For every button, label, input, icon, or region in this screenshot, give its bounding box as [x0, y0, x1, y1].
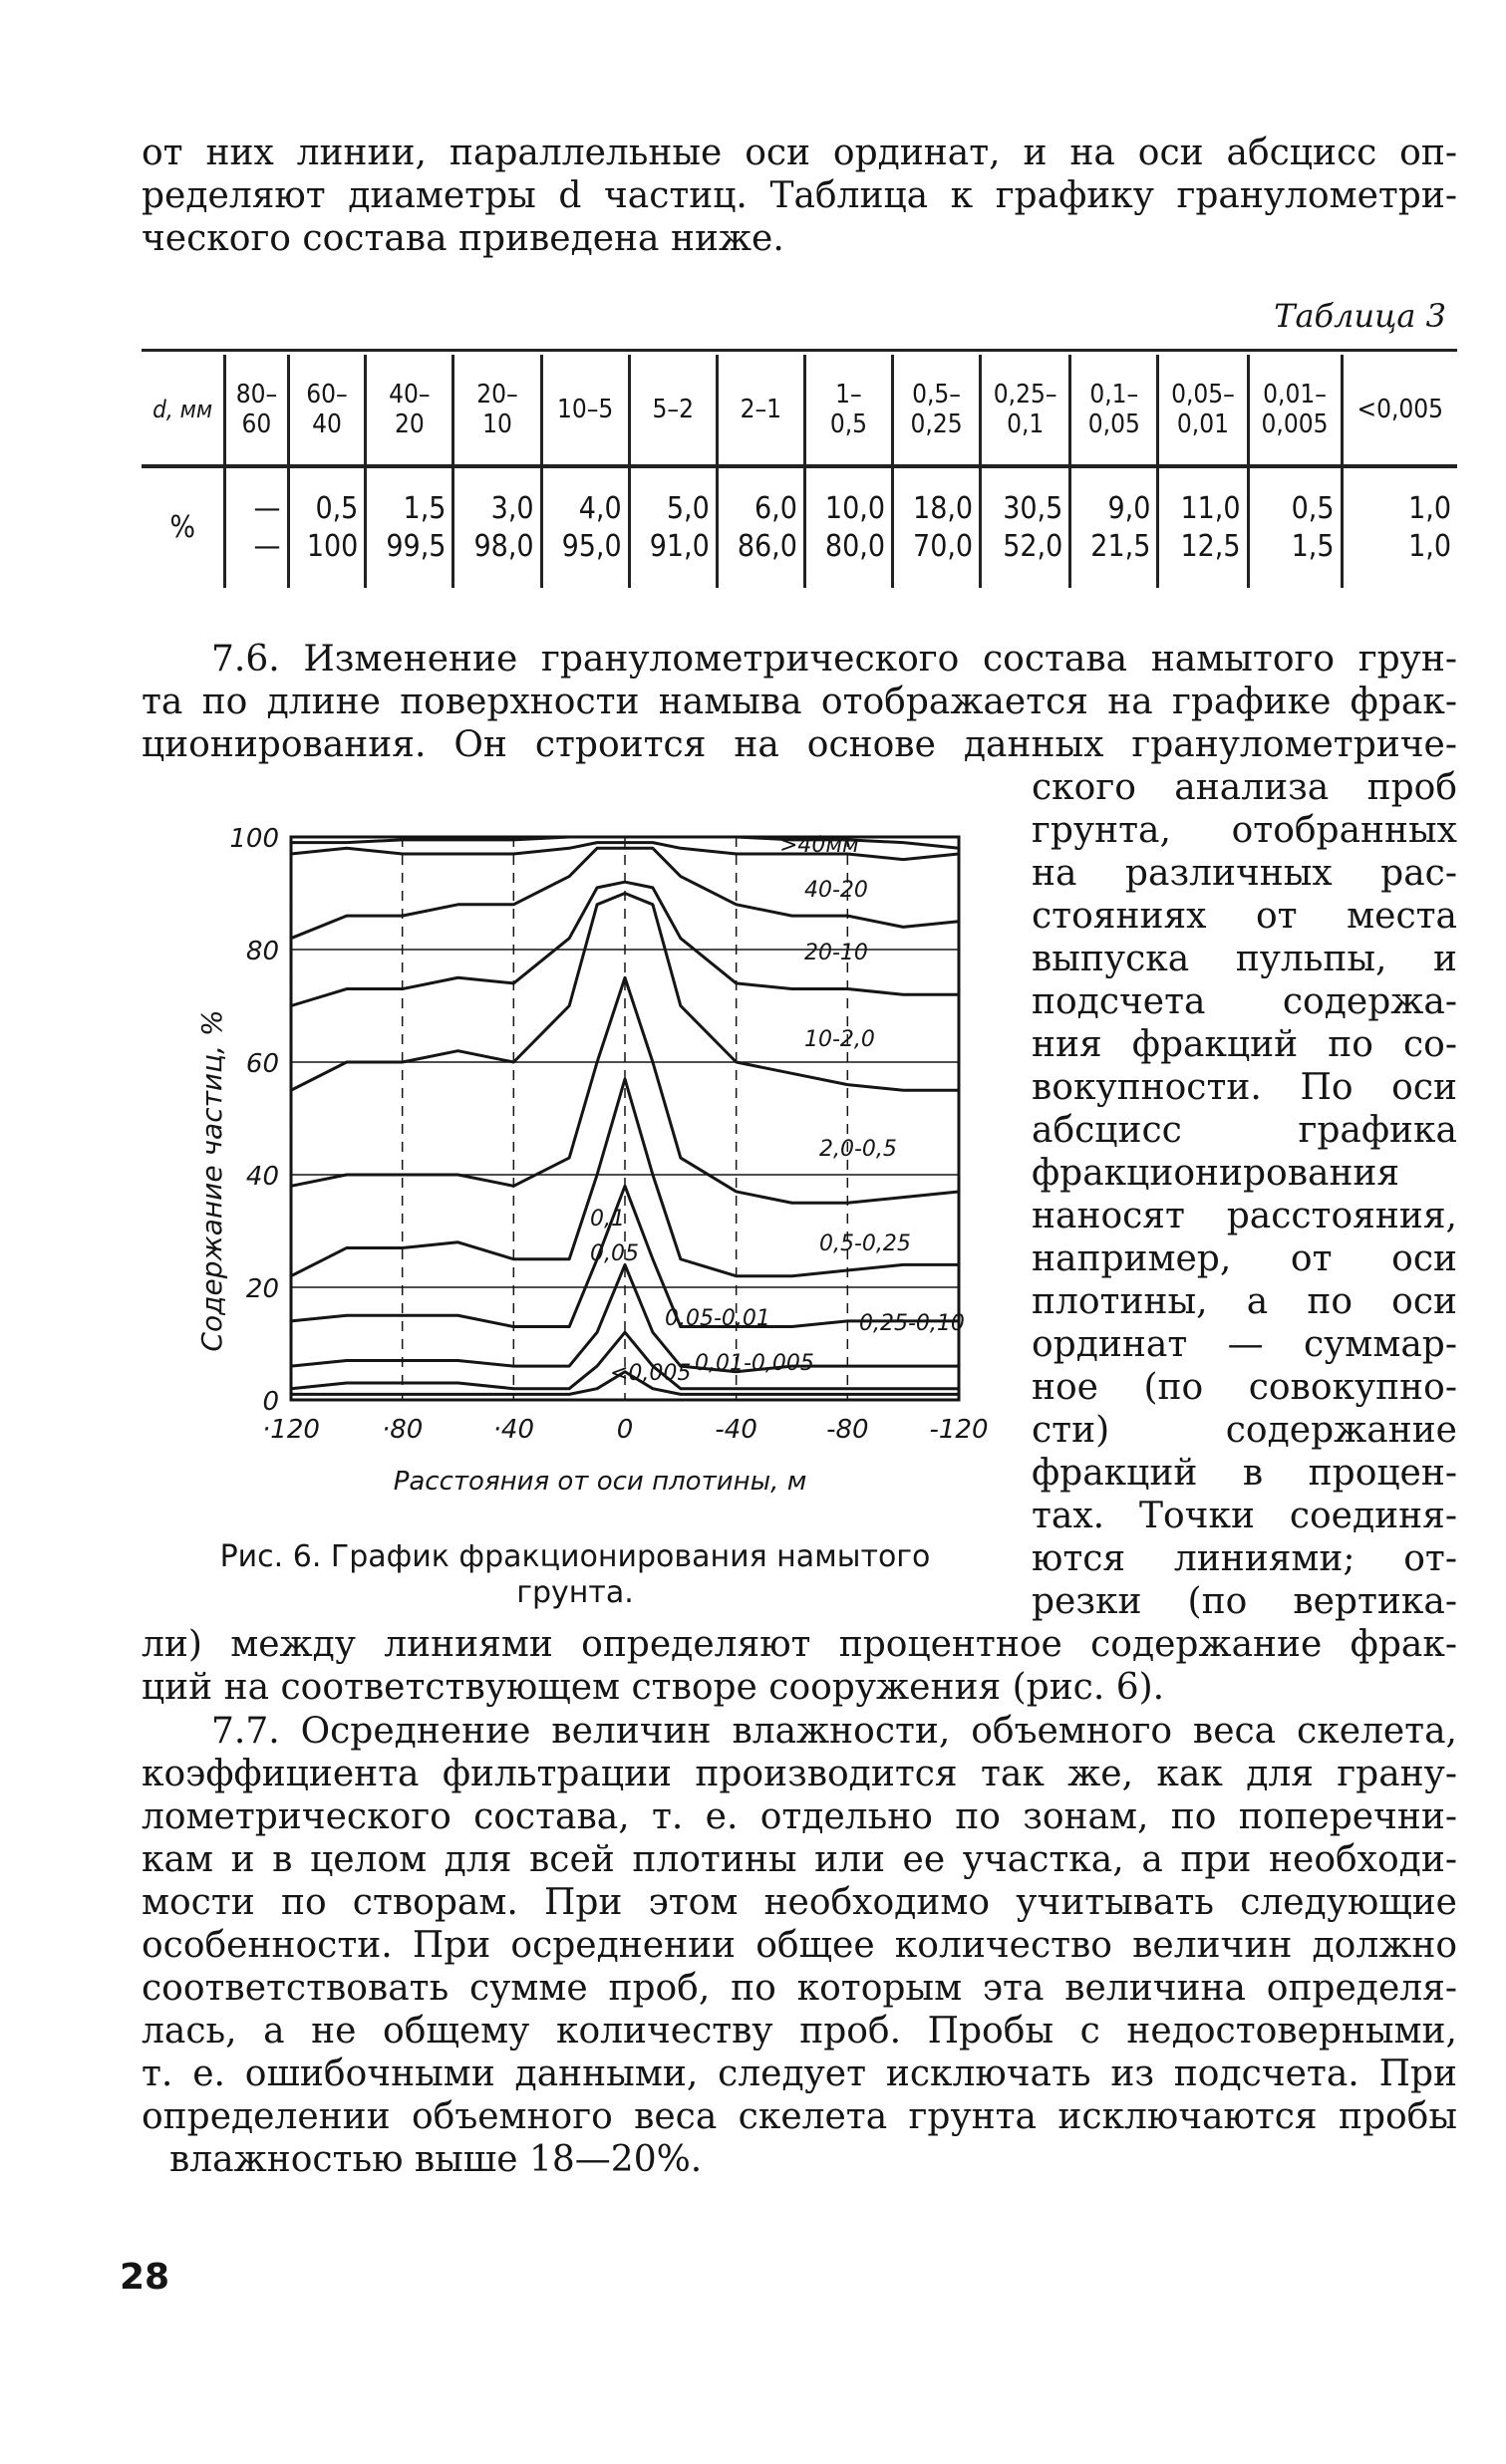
band-label: 0,25-0,10: [859, 1311, 965, 1336]
table-value-cell: [1070, 466, 1158, 588]
table-header-d: d, мм: [142, 355, 225, 466]
header-range-top: 80–: [235, 380, 278, 410]
header-range-top: 0,5–: [912, 380, 961, 410]
x-tick-label: ·120: [262, 1415, 320, 1445]
y-tick-label: 20: [245, 1274, 279, 1304]
table-value-cell: [1248, 466, 1342, 588]
header-range-bottom: 40: [312, 410, 342, 439]
text-line: плотины, а по оси: [1032, 1281, 1457, 1322]
band-label: 40-20: [804, 878, 868, 903]
table-header-cell: [453, 355, 541, 466]
table-value-cell: [804, 466, 892, 588]
table-header-cell: [1342, 355, 1457, 466]
header-range-top: 0,01–: [1263, 380, 1327, 410]
text-line: ческого состава приведена ниже.: [142, 218, 784, 259]
value-cumulative: 1,5: [1291, 529, 1335, 564]
y-tick-label: 0: [262, 1387, 279, 1417]
text-line: наносят расстояния,: [1032, 1196, 1457, 1236]
text-line: например, от оси: [1032, 1238, 1457, 1279]
text-line: от них линии, параллельные оси ординат, и на оси абсцисс оп-: [142, 133, 1457, 173]
table-title: Таблица 3: [1274, 297, 1446, 335]
value-cumulative: 1,0: [1408, 529, 1451, 564]
value-cumulative: 12,5: [1180, 529, 1241, 564]
caption-line: грунта.: [516, 1575, 634, 1610]
value-fraction: 1,5: [403, 491, 447, 526]
table-percent-row: [142, 466, 1457, 588]
band-label: 20-10: [804, 941, 868, 965]
header-range-top: 40–: [389, 380, 431, 410]
header-range-top: 0,05–: [1171, 380, 1235, 410]
table-value-cell: [981, 466, 1070, 588]
value-cumulative: 70,0: [913, 529, 974, 564]
value-cumulative: 99,5: [386, 529, 447, 564]
text-line: ются линиями; от-: [1032, 1538, 1457, 1579]
text-line: ределяют диаметры d частиц. Таблица к графику гранулометри-: [142, 175, 1457, 216]
text-line: ординат — суммар-: [1032, 1324, 1457, 1365]
chart-ylabel: Содержание частиц, %: [195, 1009, 228, 1352]
granulometry-table: [142, 355, 1457, 588]
section-7-6-paragraph: [142, 638, 1457, 766]
value-fraction: 6,0: [753, 491, 797, 526]
table-header-cell: [1248, 355, 1342, 466]
band-label: 0,05: [590, 1241, 639, 1266]
table-header-cell: [981, 355, 1070, 466]
table-header-cell: [1158, 355, 1248, 466]
text-line: ли) между линиями определяют процентное содержание фрак-: [142, 1624, 1457, 1665]
value-cumulative: 98,0: [473, 529, 534, 564]
band-label: 0,1: [590, 1207, 625, 1232]
table-header-cell: [541, 355, 629, 466]
caption-line: Рис. 6. График фракционирования намытого: [219, 1539, 931, 1574]
value-cumulative: 21,5: [1090, 529, 1151, 564]
table-value-cell: [288, 466, 366, 588]
text-line: резки (по вертика-: [1032, 1581, 1457, 1622]
band-label: 0,01-0,005: [695, 1351, 814, 1376]
intro-paragraph: [142, 132, 1457, 260]
band-label: 0,05-0,01: [665, 1306, 770, 1331]
text-line: сти) содержание: [1032, 1410, 1457, 1451]
text-line: лась, а не общему количеству проб. Пробы с недостоверными,: [142, 2011, 1457, 2052]
y-tick-label: 80: [245, 937, 279, 966]
table-header-cell: [366, 355, 453, 466]
fractionation-figure: [142, 802, 1009, 1519]
value-cumulative: 80,0: [824, 529, 885, 564]
table-value-cell: [1342, 466, 1457, 588]
value-cumulative: 100: [306, 529, 359, 564]
header-range-bottom: 0,01: [1176, 410, 1229, 439]
value-fraction: 5,0: [666, 491, 710, 526]
value-cumulative: 95,0: [561, 529, 622, 564]
value-fraction: 4,0: [578, 491, 622, 526]
text-line: определении объемного веса скелета грунта исключаются пробы: [142, 2096, 1457, 2137]
x-tick-label: ·80: [381, 1415, 424, 1445]
header-range-bottom: 0,5: [829, 410, 868, 439]
header-range-top: 0,1–: [1089, 380, 1139, 410]
table-value-cell: [541, 466, 629, 588]
band-label: 0,5-0,25: [819, 1232, 911, 1256]
header-range-top: 20–: [476, 380, 518, 410]
text-line: ное (по совокупно-: [1032, 1367, 1457, 1408]
table-value-cell: [453, 466, 541, 588]
header-range-top: <0,005: [1356, 395, 1444, 424]
table-value-cell: [717, 466, 804, 588]
band-label: 10-2,0: [804, 1027, 875, 1052]
text-line: выпуска пульпы, и: [1032, 939, 1457, 979]
header-range-top: 10–5: [556, 395, 614, 424]
header-range-bottom: 0,1: [1007, 410, 1045, 439]
x-tick-label: 0: [616, 1415, 634, 1445]
value-fraction: 9,0: [1107, 491, 1151, 526]
header-range-bottom: 20: [395, 410, 425, 439]
header-range-bottom: 0,25: [910, 410, 963, 439]
value-fraction: 0,5: [315, 491, 359, 526]
value-cumulative: —: [253, 529, 281, 564]
value-fraction: 0,5: [1291, 491, 1335, 526]
text-line: грунта, отобранных: [1032, 810, 1457, 851]
x-tick-label: ·40: [492, 1415, 535, 1445]
text-line: т. е. ошибочными данными, следует исключать из подсчета. При: [142, 2053, 1457, 2094]
table-value-cell: [629, 466, 717, 588]
text-line: фракций в процен-: [1032, 1453, 1457, 1494]
band-label: <0,005: [610, 1361, 692, 1386]
text-line: 7.7. Осреднение величин влажности, объемного веса скелета,: [211, 1711, 1457, 1752]
value-fraction: 1,0: [1408, 491, 1451, 526]
x-tick-label: -40: [715, 1415, 757, 1445]
table-value-cell: [1158, 466, 1248, 588]
text-line: фракционирования: [1032, 1153, 1400, 1194]
table-header-pct: %: [169, 510, 195, 545]
value-fraction: 10,0: [824, 491, 885, 526]
text-line: вокупности. По оси: [1032, 1067, 1457, 1108]
table-value-cell: [225, 466, 288, 588]
page-number: 28: [120, 2257, 170, 2298]
header-range-top: 2–1: [740, 395, 782, 424]
table-header-row: [142, 355, 1457, 466]
table-header-cell: [717, 355, 804, 466]
text-line: соответствовать сумме проб, по которым эта величина определя-: [142, 1968, 1457, 2009]
x-tick-label: -80: [826, 1415, 869, 1445]
text-line: лометрического состава, т. е. отдельно по зонам, по поперечни-: [142, 1796, 1457, 1837]
header-range-top: 60–: [306, 380, 348, 410]
header-range-top: 1–: [835, 380, 862, 410]
value-fraction: 3,0: [490, 491, 534, 526]
text-line: коэффициента фильтрации производится так же, как для грану-: [142, 1754, 1457, 1794]
text-line: ния фракций по со-: [1032, 1024, 1457, 1065]
y-tick-label: 40: [245, 1162, 279, 1192]
value-fraction: 18,0: [913, 491, 974, 526]
figure-caption: [142, 1539, 1009, 1611]
table-header-cell: [804, 355, 892, 466]
section-7-6-end: [142, 1623, 1457, 1709]
text-line: абсцисс графика: [1032, 1110, 1457, 1151]
text-line: 7.6. Изменение гранулометрического состава намытого грун-: [211, 639, 1457, 680]
header-range-bottom: 0,05: [1087, 410, 1140, 439]
value-cumulative: 91,0: [649, 529, 710, 564]
section-7-7-paragraph: [142, 1710, 1457, 2181]
text-line: мости по створам. При этом необходимо учитывать следующие: [142, 1882, 1457, 1923]
header-range-bottom: 0,005: [1261, 410, 1329, 439]
value-fraction: 11,0: [1180, 491, 1241, 526]
value-fraction: 30,5: [1003, 491, 1063, 526]
chart-xlabel: Расстояния от оси плотины, м: [393, 1467, 807, 1497]
y-tick-label: 100: [229, 824, 279, 854]
band-label: 2,0-0,5: [819, 1137, 897, 1162]
fractionation-chart: [142, 802, 1009, 1519]
table-header-cell: [893, 355, 981, 466]
text-line: кам и в целом для всей плотины или ее участка, а при необходи-: [142, 1839, 1457, 1880]
text-line: влажностью выше 18—20%.: [169, 2139, 703, 2180]
header-range-top: 5–2: [652, 395, 694, 424]
y-tick-label: 60: [245, 1049, 279, 1079]
header-range-top: 0,25–: [993, 380, 1057, 410]
header-range-bottom: 10: [482, 410, 512, 439]
table-top-rule: [142, 349, 1457, 352]
text-line: стояниях от места: [1032, 896, 1457, 937]
value-fraction: —: [253, 491, 281, 526]
table-value-cell: [366, 466, 453, 588]
text-line: ций на соответствующем створе сооружения (рис. 6).: [142, 1667, 1165, 1708]
text-line: подсчета содержа-: [1032, 981, 1457, 1022]
band-label: >40мм: [779, 833, 859, 858]
section-7-6-side-column: [1032, 766, 1457, 1623]
text-line: особенности. При осреднении общее количество величин должно: [142, 1925, 1457, 1966]
text-line: ского анализа проб: [1032, 767, 1457, 808]
table-header-cell: [1070, 355, 1158, 466]
header-range-bottom: 60: [241, 410, 272, 439]
value-cumulative: 52,0: [1003, 529, 1063, 564]
text-line: та по длине поверхности намыва отображается на графике фрак-: [142, 682, 1457, 722]
text-line: на различных рас-: [1032, 853, 1457, 894]
table-header-cell: [629, 355, 717, 466]
table-header-cell: [288, 355, 366, 466]
table-header-cell: [225, 355, 288, 466]
table-value-cell: [893, 466, 981, 588]
text-line: ционирования. Он строится на основе данных гранулометриче-: [142, 724, 1457, 765]
text-line: тах. Точки соединя-: [1032, 1496, 1457, 1536]
x-tick-label: -120: [929, 1415, 989, 1445]
value-cumulative: 86,0: [737, 529, 797, 564]
